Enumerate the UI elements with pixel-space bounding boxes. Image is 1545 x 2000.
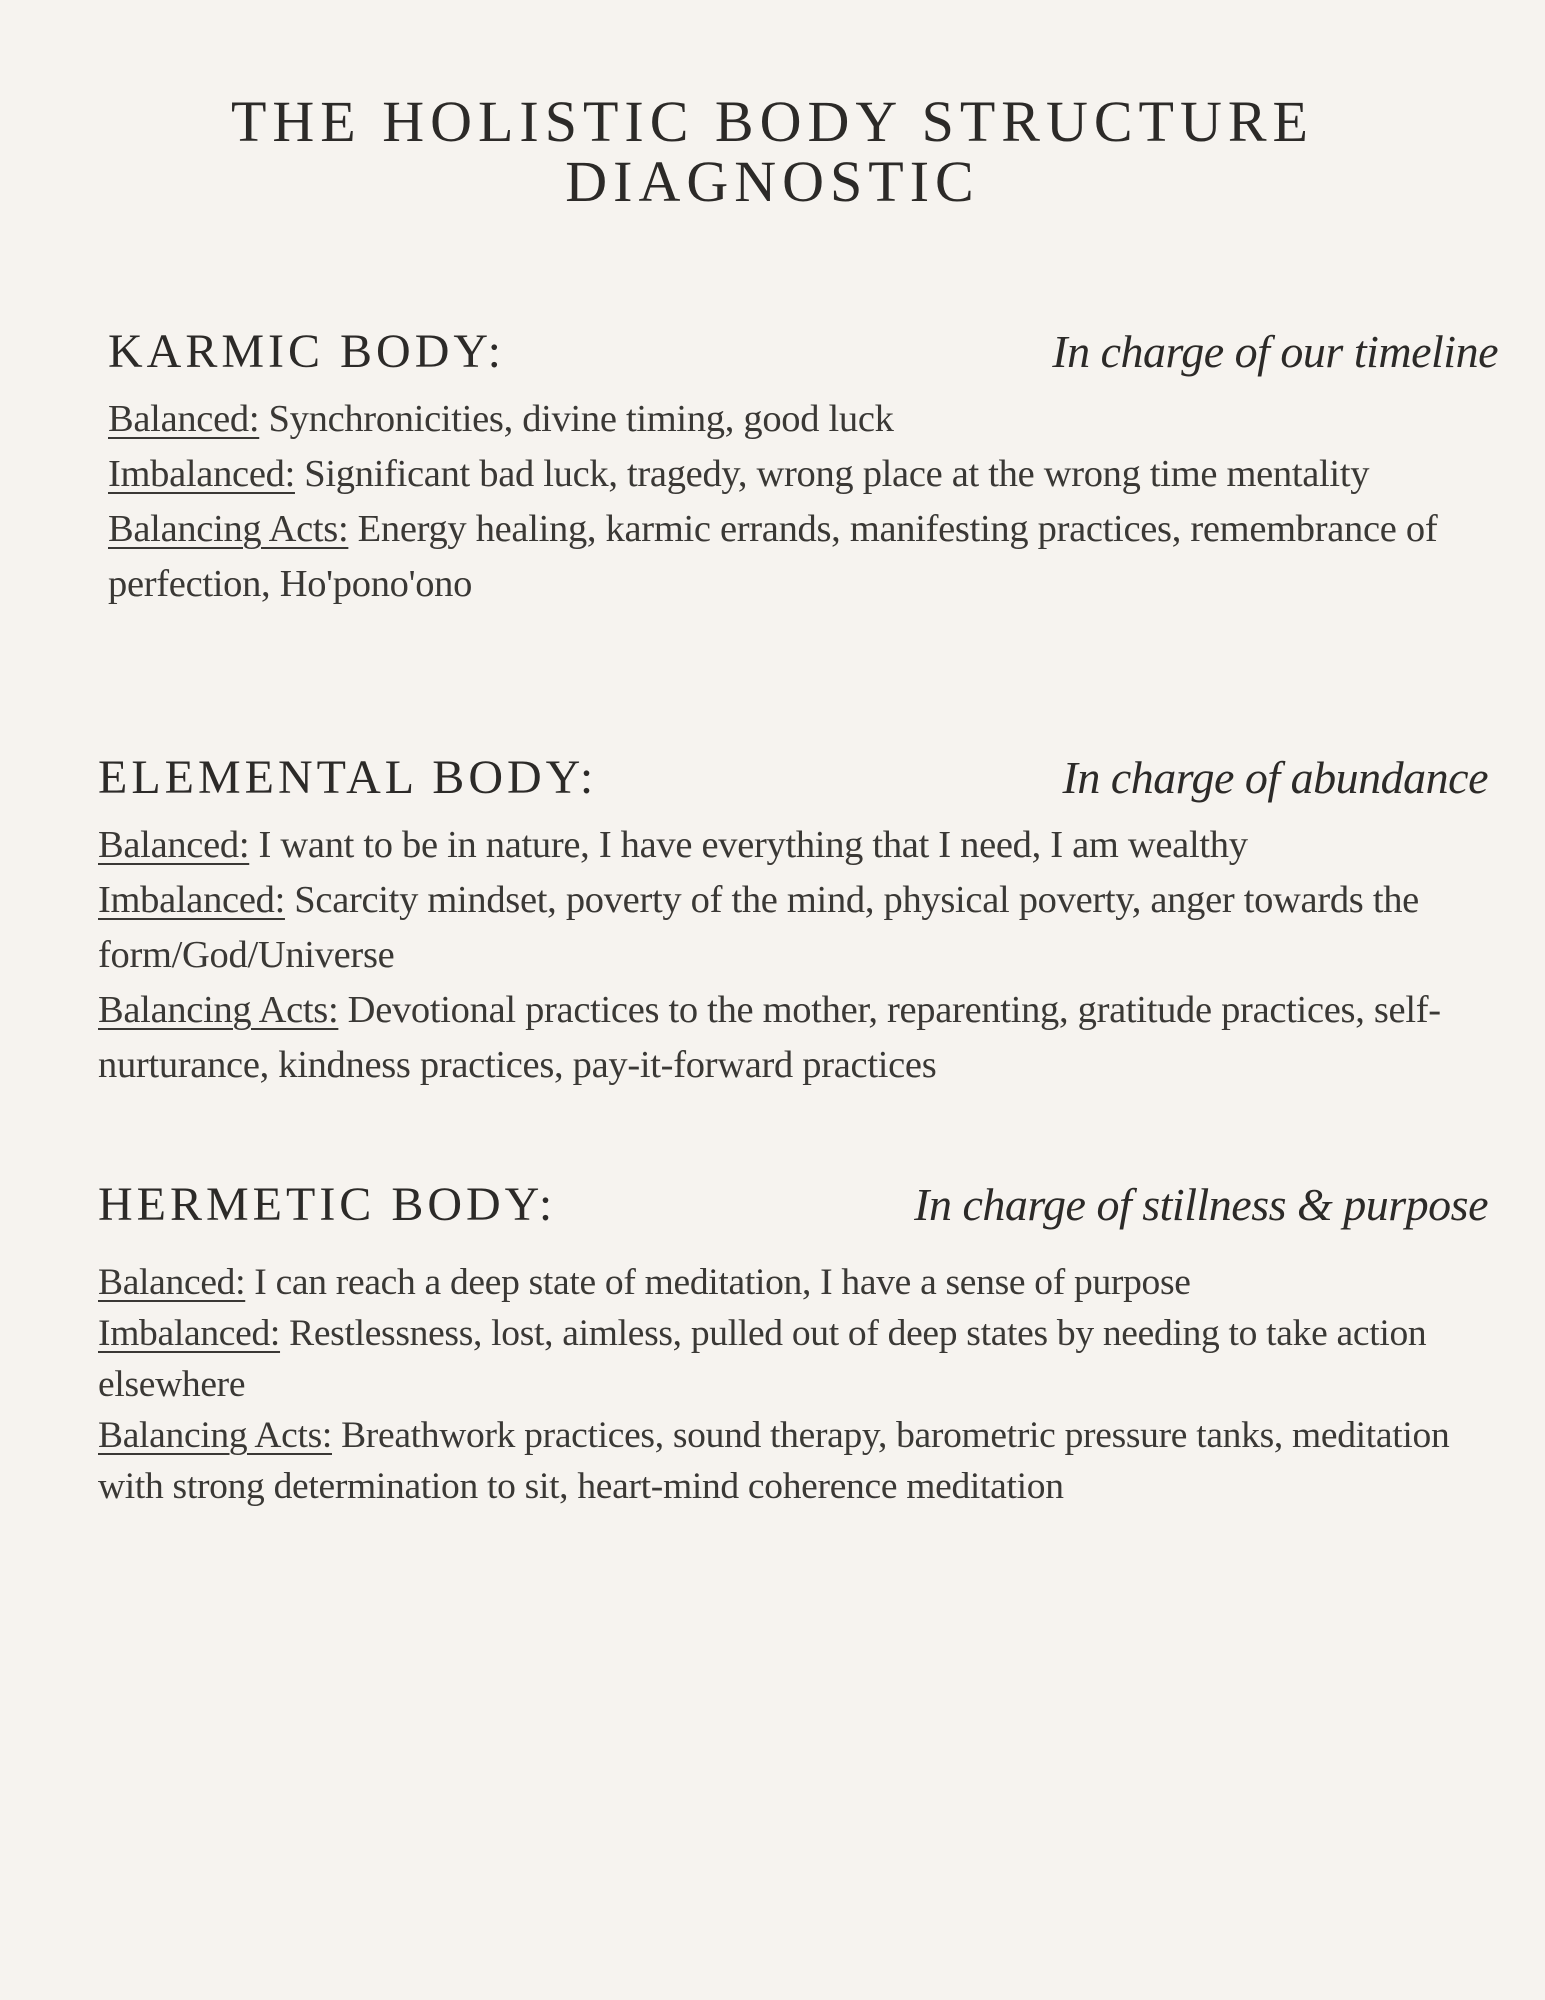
section-title: ELEMENTAL BODY: bbox=[98, 751, 598, 804]
imbalanced-line bbox=[98, 1308, 1488, 1410]
imbalanced-label: Imbalanced: bbox=[98, 879, 285, 921]
section-header bbox=[108, 322, 1498, 392]
imbalanced-label: Imbalanced: bbox=[108, 453, 295, 495]
section-body bbox=[98, 1257, 1488, 1512]
balancing-acts-line bbox=[98, 1410, 1488, 1512]
balanced-label: Balanced: bbox=[98, 824, 250, 866]
page-title bbox=[0, 89, 1545, 214]
balancing-acts-text: Devotional practices to the mother, reparenting, gratitude practices, self-nurturance, kindness practices, pay-it-forward practices bbox=[98, 989, 1441, 1086]
balanced-label: Balanced: bbox=[108, 398, 260, 440]
imbalanced-line bbox=[108, 447, 1498, 502]
section-tagline: In charge of our timeline bbox=[1052, 326, 1498, 377]
section-tagline: In charge of stillness & purpose bbox=[914, 1179, 1488, 1230]
imbalanced-text: Scarcity mindset, poverty of the mind, physical poverty, anger towards the form/God/Universe bbox=[98, 879, 1419, 976]
page-title-line-1: THE HOLISTIC BODY STRUCTURE bbox=[230, 89, 1314, 154]
balancing-acts-line bbox=[108, 502, 1498, 612]
section-header bbox=[98, 1175, 1488, 1257]
balanced-line bbox=[98, 1257, 1488, 1308]
balancing-acts-text: Energy healing, karmic errands, manifesting practices, remembrance of perfection, Ho'pono'ono bbox=[108, 508, 1438, 605]
section-title: KARMIC BODY: bbox=[108, 325, 505, 378]
karmic-body-section bbox=[108, 322, 1498, 612]
balanced-line bbox=[108, 392, 1498, 447]
section-tagline: In charge of abundance bbox=[1062, 752, 1488, 803]
balanced-text: Synchronicities, divine timing, good luck bbox=[259, 398, 894, 440]
balancing-acts-text: Breathwork practices, sound therapy, barometric pressure tanks, meditation with strong determination to sit, heart-mind coherence meditation bbox=[98, 1415, 1450, 1507]
balanced-text: I want to be in nature, I have everything that I need, I am wealthy bbox=[249, 824, 1248, 866]
balancing-acts-label: Balancing Acts: bbox=[98, 989, 339, 1031]
page-title-line-2: DIAGNOSTIC bbox=[565, 149, 980, 214]
section-body bbox=[98, 818, 1488, 1093]
section-header bbox=[98, 748, 1488, 818]
elemental-body-section bbox=[98, 748, 1488, 1093]
balancing-acts-label: Balancing Acts: bbox=[108, 508, 349, 550]
balanced-label: Balanced: bbox=[98, 1262, 246, 1303]
balancing-acts-label: Balancing Acts: bbox=[98, 1415, 332, 1456]
balanced-text: I can reach a deep state of meditation, I have a sense of purpose bbox=[245, 1262, 1191, 1303]
imbalanced-line bbox=[98, 873, 1488, 983]
balancing-acts-line bbox=[98, 983, 1488, 1093]
section-body bbox=[108, 392, 1498, 612]
imbalanced-text: Restlessness, lost, aimless, pulled out of deep states by needing to take action elsewhere bbox=[98, 1313, 1427, 1405]
imbalanced-text: Significant bad luck, tragedy, wrong place at the wrong time mentality bbox=[294, 453, 1370, 495]
hermetic-body-section bbox=[98, 1175, 1488, 1512]
balanced-line bbox=[98, 818, 1488, 873]
imbalanced-label: Imbalanced: bbox=[98, 1313, 281, 1354]
section-title: HERMETIC BODY: bbox=[98, 1178, 557, 1231]
